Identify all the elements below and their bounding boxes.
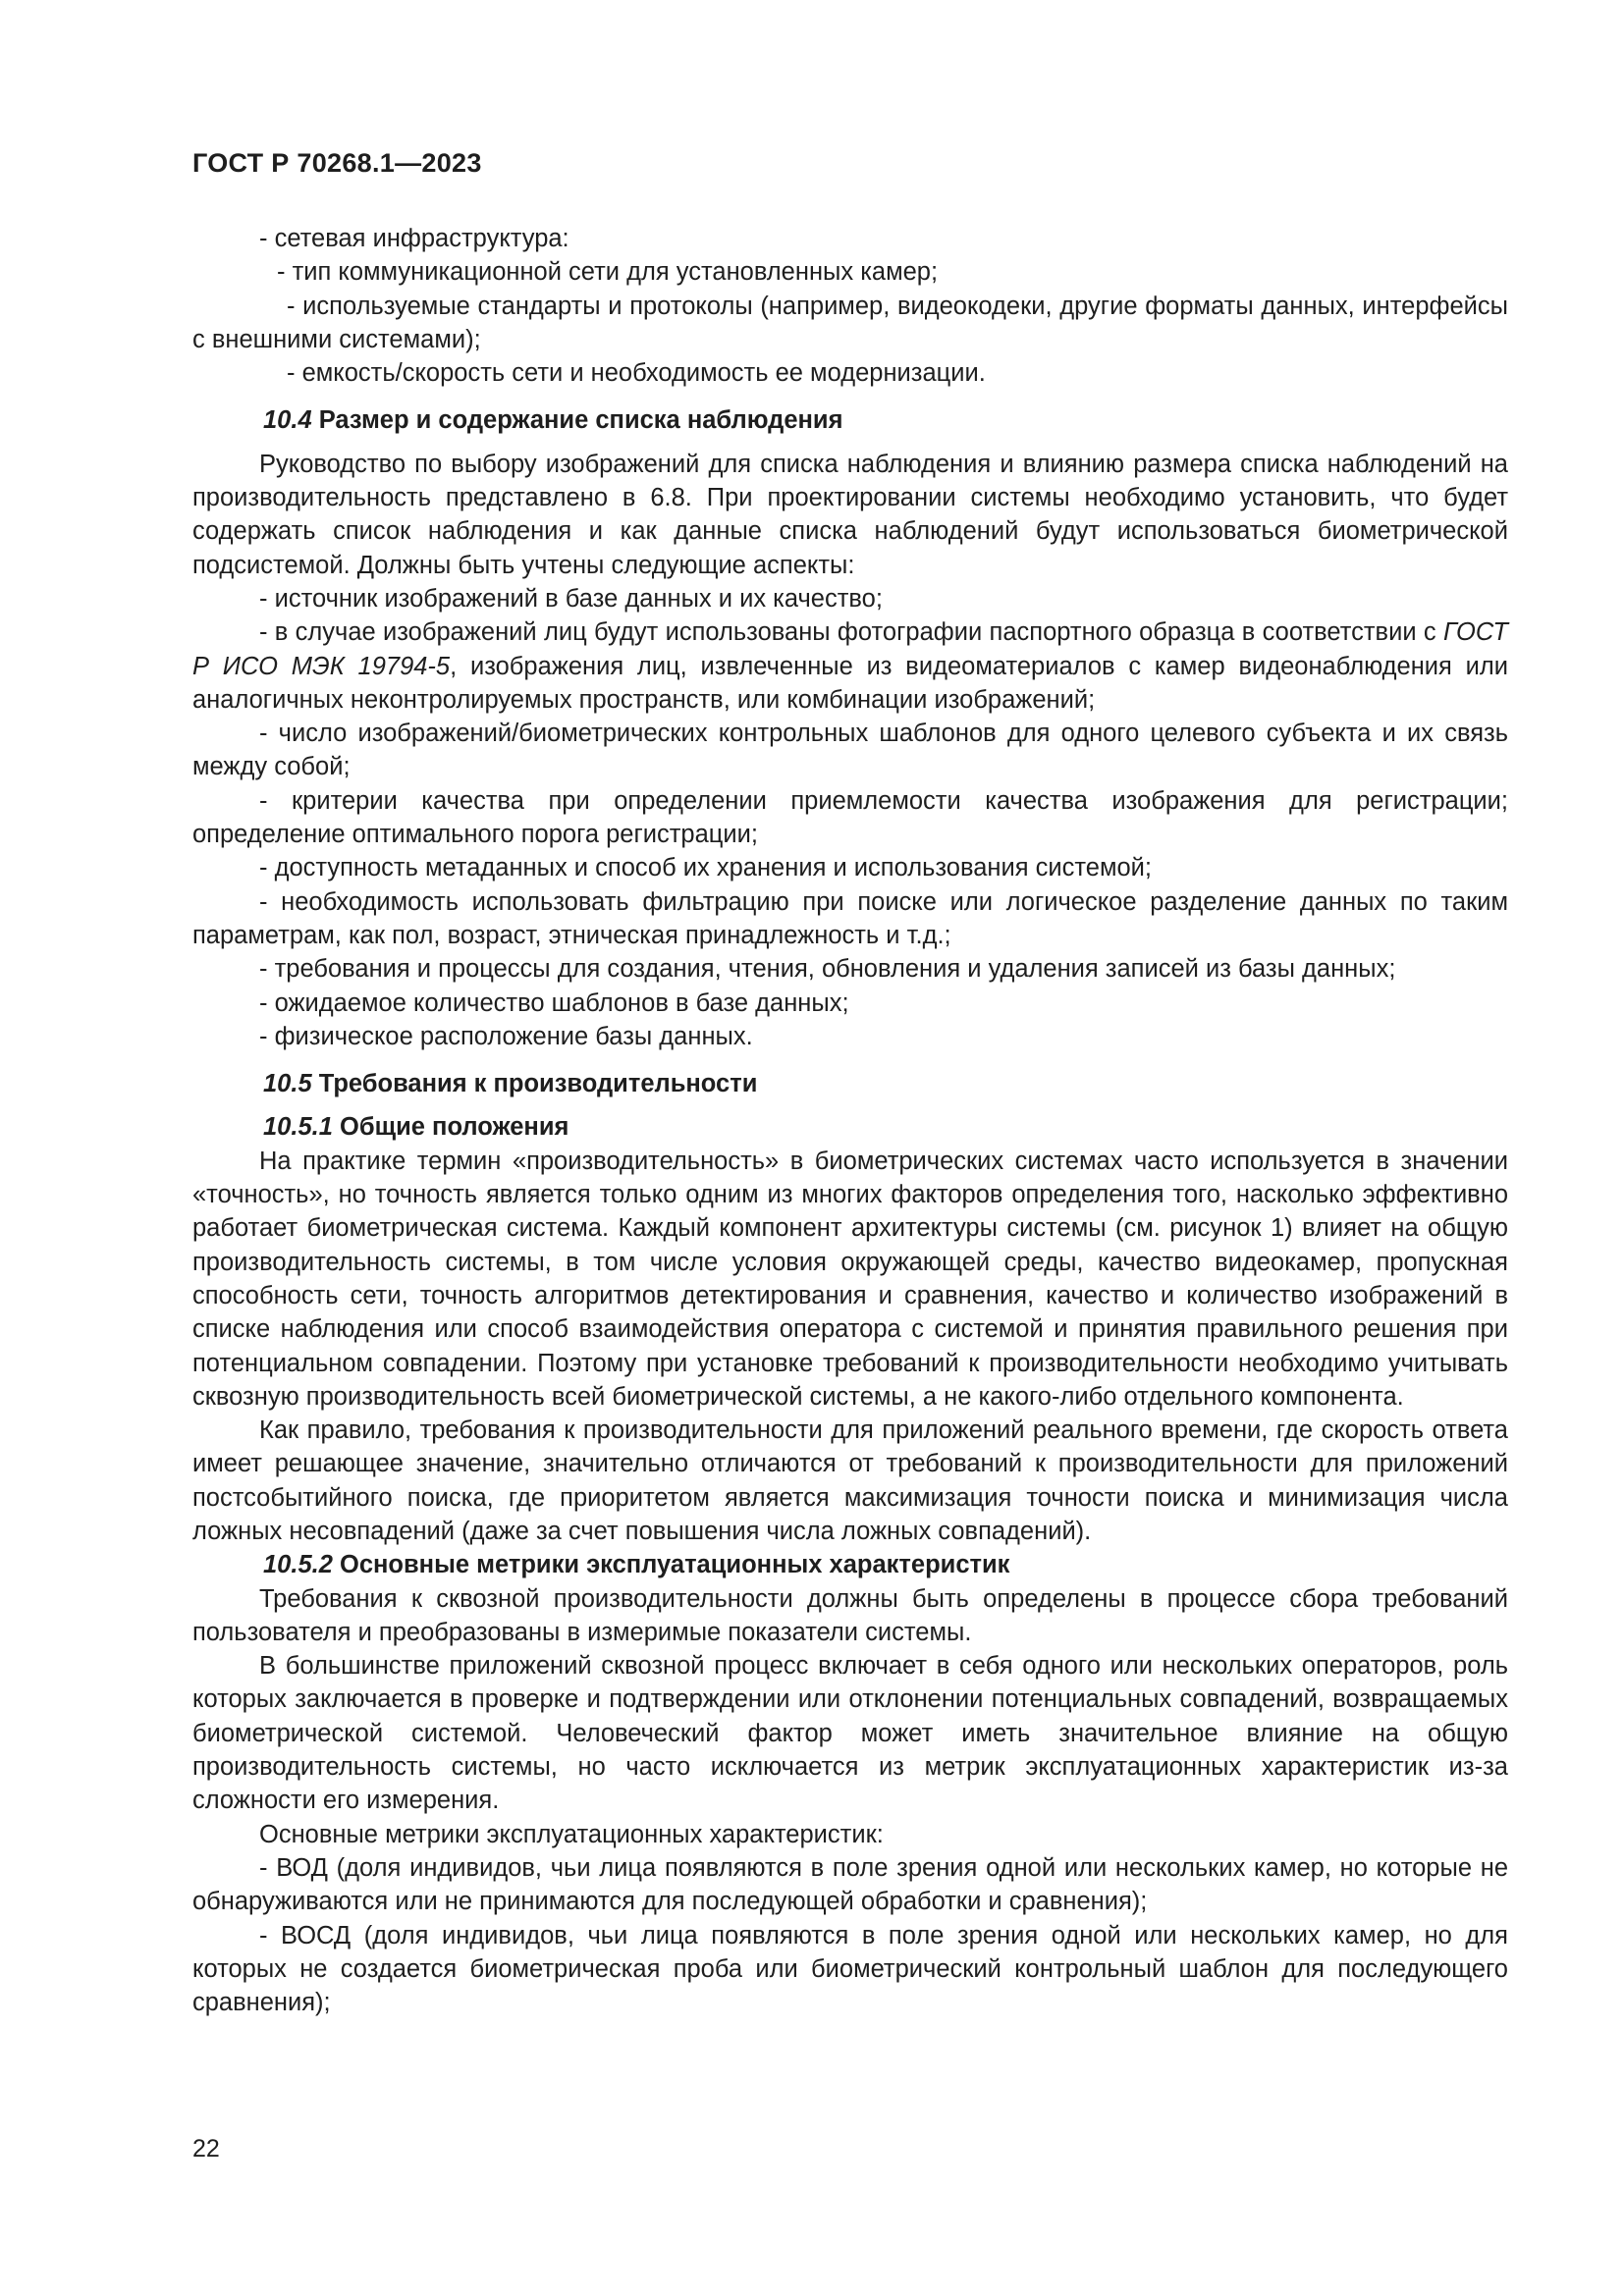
paragraph-text: - требования и процессы для создания, чтения, обновления и удаления записей из базы данных; <box>259 955 1396 984</box>
paragraph <box>192 1414 1508 1548</box>
paragraph-text: - сетевая инфраструктура: <box>259 225 569 252</box>
paragraph <box>192 952 1508 986</box>
paragraph-text: В большинстве приложений сквозной процесс включает в себя одного или нескольких операторов, роль которых заключается в проверке и подтверждении или отклонении потенциальных совпадений, возвращаемых биометрической системой. Человеческий фактор может иметь значительное влияние на общую производительность системы, но часто исключается из метрик эксплуатационных характеристик из-за сложности его измерения. <box>192 1652 1508 1815</box>
section-heading <box>192 1110 1508 1144</box>
section-title: Общие положения <box>340 1113 569 1142</box>
paragraph <box>192 290 1508 357</box>
paragraph <box>192 255 1508 289</box>
paragraph-text: - необходимость использовать фильтрацию при поиске или логическое разделение данных по таким параметрам, как пол, возраст, этническая принадлежность и т.д.; <box>192 887 1508 949</box>
page-number: 22 <box>192 2135 220 2163</box>
paragraph-text: - используемые стандарты и протоколы (например, видеокодеки, другие форматы данных, интерфейсы с внешними системами); <box>192 292 1508 353</box>
paragraph <box>192 1020 1508 1053</box>
section-number: 10.4 <box>263 406 312 435</box>
paragraph <box>192 1919 1508 2020</box>
paragraph-text: Требования к сквозной производительности должны быть определены в процессе сбора требований пользователя и преобразованы в измеримые показатели системы. <box>192 1584 1508 1646</box>
document-body <box>192 222 1508 2019</box>
section-heading <box>192 403 1508 437</box>
paragraph-text: - число изображений/биометрических контрольных шаблонов для одного целевого субъекта и их связь между собой; <box>192 720 1508 781</box>
paragraph-text: - источник изображений в базе данных и их качество; <box>259 584 883 613</box>
paragraph <box>192 1851 1508 1919</box>
paragraph <box>192 1582 1508 1650</box>
paragraph-text: - тип коммуникационной сети для установленных камер; <box>277 258 939 287</box>
paragraph-text: Как правило, требования к производительности для приложений реального времени, где скорость ответа имеет решающее значение, значительно отличаются от требований к производительности для приложений постсобытийного поиска, где приоритетом является максимизация точности поиска и минимизация числа ложных несовпадений (даже за счет повышения числа ложных совпадений). <box>192 1416 1508 1545</box>
paragraph-text: - доступность метаданных и способ их хранения и использования системой; <box>259 854 1152 882</box>
section-heading <box>192 1067 1508 1100</box>
text-run: - в случае изображений лиц будут использованы фотографии паспортного образца в соответствии с <box>259 618 1443 647</box>
section-title: Требования к производительности <box>318 1070 758 1098</box>
section-title: Основные метрики эксплуатационных характеристик <box>340 1551 1010 1579</box>
paragraph-text: - ВОД (доля индивидов, чьи лица появляются в поле зрения одной или нескольких камер, но которые не обнаруживаются или не принимаются для последующей обработки и сравнения); <box>192 1853 1508 1916</box>
section-number: 10.5.2 <box>263 1551 333 1579</box>
section-title: Размер и содержание списка наблюдения <box>318 406 843 435</box>
section-heading <box>192 1548 1508 1581</box>
paragraph-text: Руководство по выбору изображений для списка наблюдения и влиянию размера списка наблюдений на производительность представлено в 6.8. При проектировании системы необходимо установить, что будет содержать список наблюдения и как данные списка наблюдений будут использоваться биометрической подсистемой. Должны быть учтены следующие аспекты: <box>192 450 1508 579</box>
paragraph <box>192 448 1508 582</box>
paragraph-text: - ожидаемое количество шаблонов в базе данных; <box>259 988 849 1017</box>
paragraph <box>192 1145 1508 1414</box>
text-run: , изображения лиц, извлеченные из видеоматериалов с камер видеонаблюдения или аналогичных неконтролируемых пространств, или комбинации изображений; <box>192 652 1508 714</box>
paragraph <box>192 1818 1508 1851</box>
paragraph <box>192 582 1508 615</box>
paragraph-text: - критерии качества при определении приемлемости качества изображения для регистрации; определение оптимального порога регистрации; <box>192 786 1508 849</box>
paragraph-text: - емкость/скорость сети и необходимость ее модернизации. <box>287 359 986 388</box>
section-number: 10.5.1 <box>263 1113 333 1142</box>
paragraph-text: На практике термин «производительность» в биометрических системах часто используется в значении «точность», но точность является только одним из многих факторов определения того, насколько эффективно работает биометрическая система. Каждый компонент архитектуры системы (см. рисунок 1) влияет на общую производительность системы, в том числе условия окружающей среды, качество видеокамер, пропускная способность сети, точность алгоритмов детектирования и сравнения, качество и количество изображений в списке наблюдения или способ взаимодействия оператора с системой и принятия правильного решения при потенциальном совпадении. Поэтому при установке требований к производительности необходимо учитывать сквозную производительность всей биометрической системы, а не какого-либо отдельного компонента. <box>192 1147 1508 1411</box>
section-number: 10.5 <box>263 1070 312 1098</box>
paragraph <box>192 1649 1508 1817</box>
paragraph-text: - физическое расположение базы данных. <box>259 1022 753 1050</box>
paragraph-text: - ВОСД (доля индивидов, чьи лица появляются в поле зрения одной или нескольких камер, но для которых не создается биометрическая проба или биометрический контрольный шаблон для последующего сравнения); <box>192 1921 1508 2017</box>
paragraph <box>192 615 1508 717</box>
paragraph <box>192 717 1508 784</box>
paragraph <box>192 784 1508 852</box>
document-header: ГОСТ Р 70268.1—2023 <box>192 148 482 178</box>
standard-reference: ГОСТ Р ИСО МЭК 19794-5 <box>192 618 1508 680</box>
paragraph <box>192 885 1508 953</box>
paragraph <box>192 851 1508 884</box>
paragraph <box>192 356 1508 390</box>
paragraph <box>192 987 1508 1020</box>
paragraph-text: Основные метрики эксплуатационных характеристик: <box>259 1820 884 1848</box>
paragraph <box>192 222 1508 255</box>
